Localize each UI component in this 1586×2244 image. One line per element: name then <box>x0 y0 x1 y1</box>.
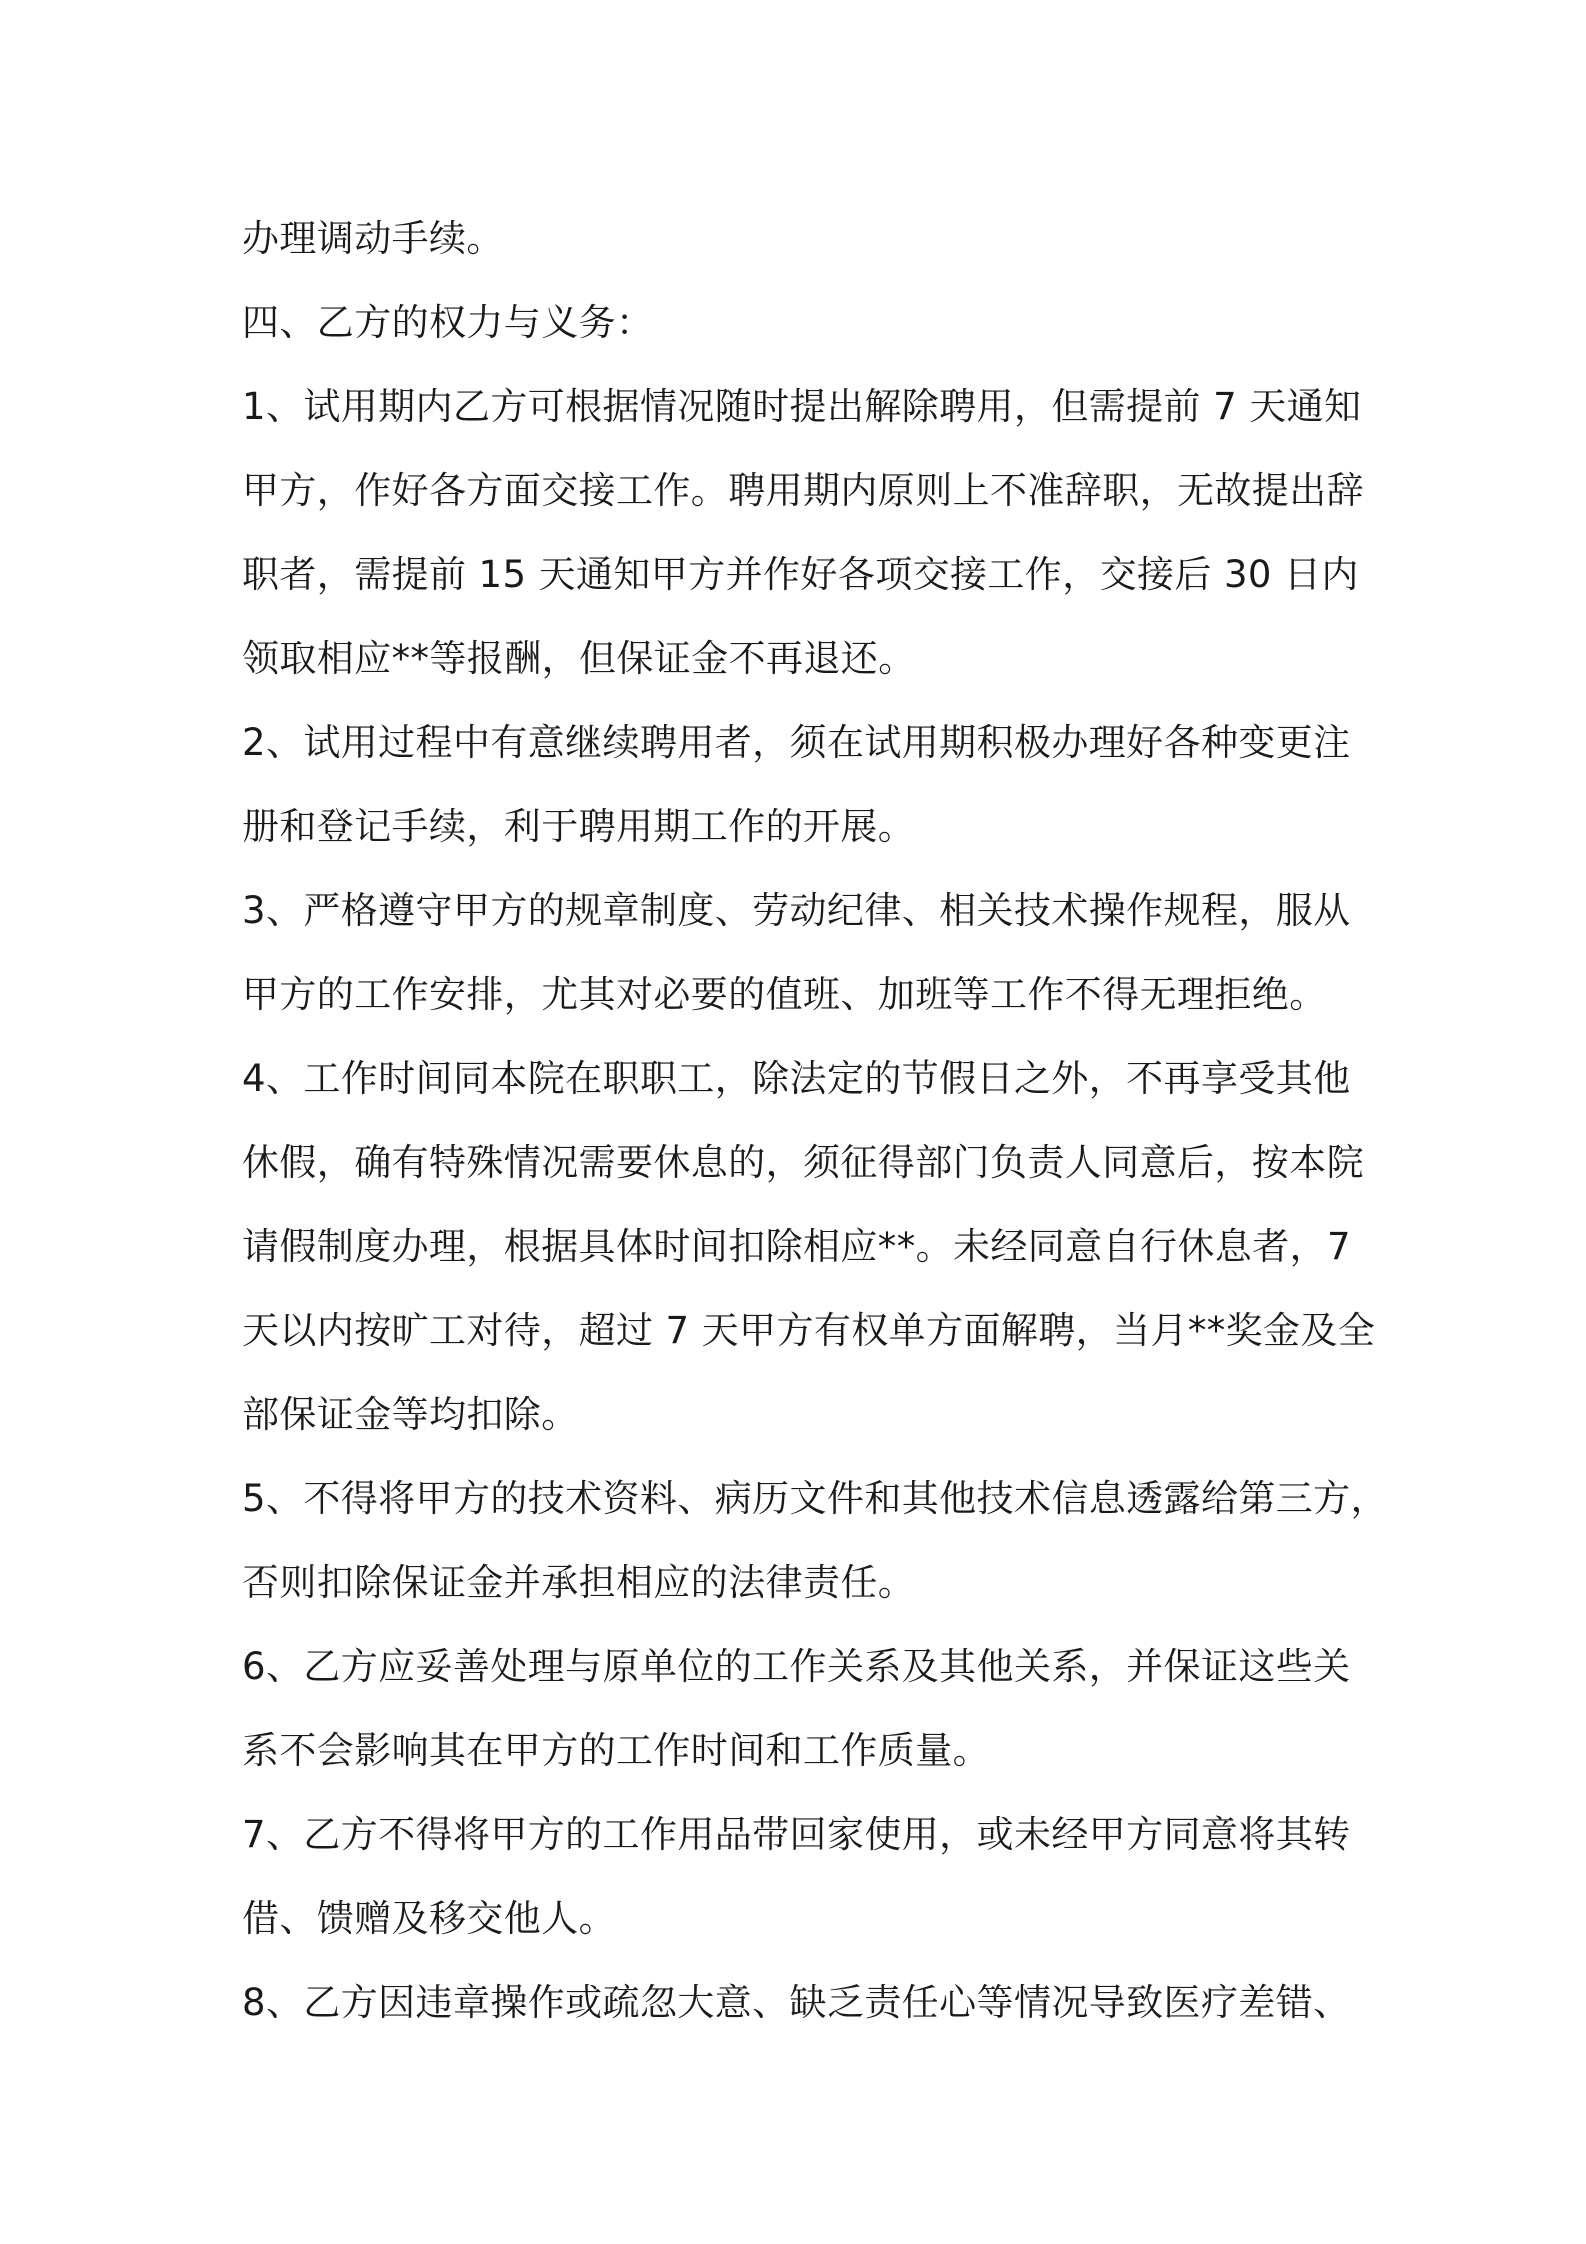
text-line: 天以内按旷工对待，超过 7 天甲方有权单方面解聘，当月**奖金及全 <box>242 1309 1376 1352</box>
text-line: 办理调动手续。 <box>242 217 504 260</box>
text-line: 5、不得将甲方的技术资料、病历文件和其他技术信息透露给第三方， <box>242 1477 1388 1520</box>
text-line: 休假，确有特殊情况需要休息的，须征得部门负责人同意后，按本院 <box>242 1141 1364 1184</box>
text-line: 3、严格遵守甲方的规章制度、劳动纪律、相关技术操作规程，服从 <box>242 889 1351 932</box>
text-line: 1、试用期内乙方可根据情况随时提出解除聘用，但需提前 7 天通知 <box>242 385 1362 428</box>
text-line: 6、乙方应妥善处理与原单位的工作关系及其他关系，并保证这些关 <box>242 1645 1351 1688</box>
text-line: 职者，需提前 15 天通知甲方并作好各项交接工作，交接后 30 日内 <box>242 553 1359 596</box>
text-line: 7、乙方不得将甲方的工作用品带回家使用，或未经甲方同意将其转 <box>242 1813 1351 1856</box>
section-heading: 四、乙方的权力与义务： <box>242 301 654 344</box>
text-line: 系不会影响其在甲方的工作时间和工作质量。 <box>242 1729 990 1772</box>
text-line: 8、乙方因违章操作或疏忽大意、缺乏责任心等情况导致医疗差错、 <box>242 1981 1351 2024</box>
text-line: 甲方，作好各方面交接工作。聘用期内原则上不准辞职，无故提出辞 <box>242 469 1364 512</box>
text-line: 册和登记手续，利于聘用期工作的开展。 <box>242 805 916 848</box>
text-line: 领取相应**等报酬，但保证金不再退还。 <box>242 637 916 680</box>
text-line: 4、工作时间同本院在职职工，除法定的节假日之外，不再享受其他 <box>242 1057 1351 1100</box>
document-body <box>242 197 1388 2045</box>
text-line: 请假制度办理，根据具体时间扣除相应**。未经同意自行休息者，7 <box>242 1225 1351 1268</box>
text-line: 甲方的工作安排，尤其对必要的值班、加班等工作不得无理拒绝。 <box>242 973 1327 1016</box>
text-line: 否则扣除保证金并承担相应的法律责任。 <box>242 1561 916 1604</box>
text-line: 借、馈赠及移交他人。 <box>242 1897 616 1940</box>
text-line: 部保证金等均扣除。 <box>242 1393 579 1436</box>
text-line: 2、试用过程中有意继续聘用者，须在试用期积极办理好各种变更注 <box>242 721 1351 764</box>
